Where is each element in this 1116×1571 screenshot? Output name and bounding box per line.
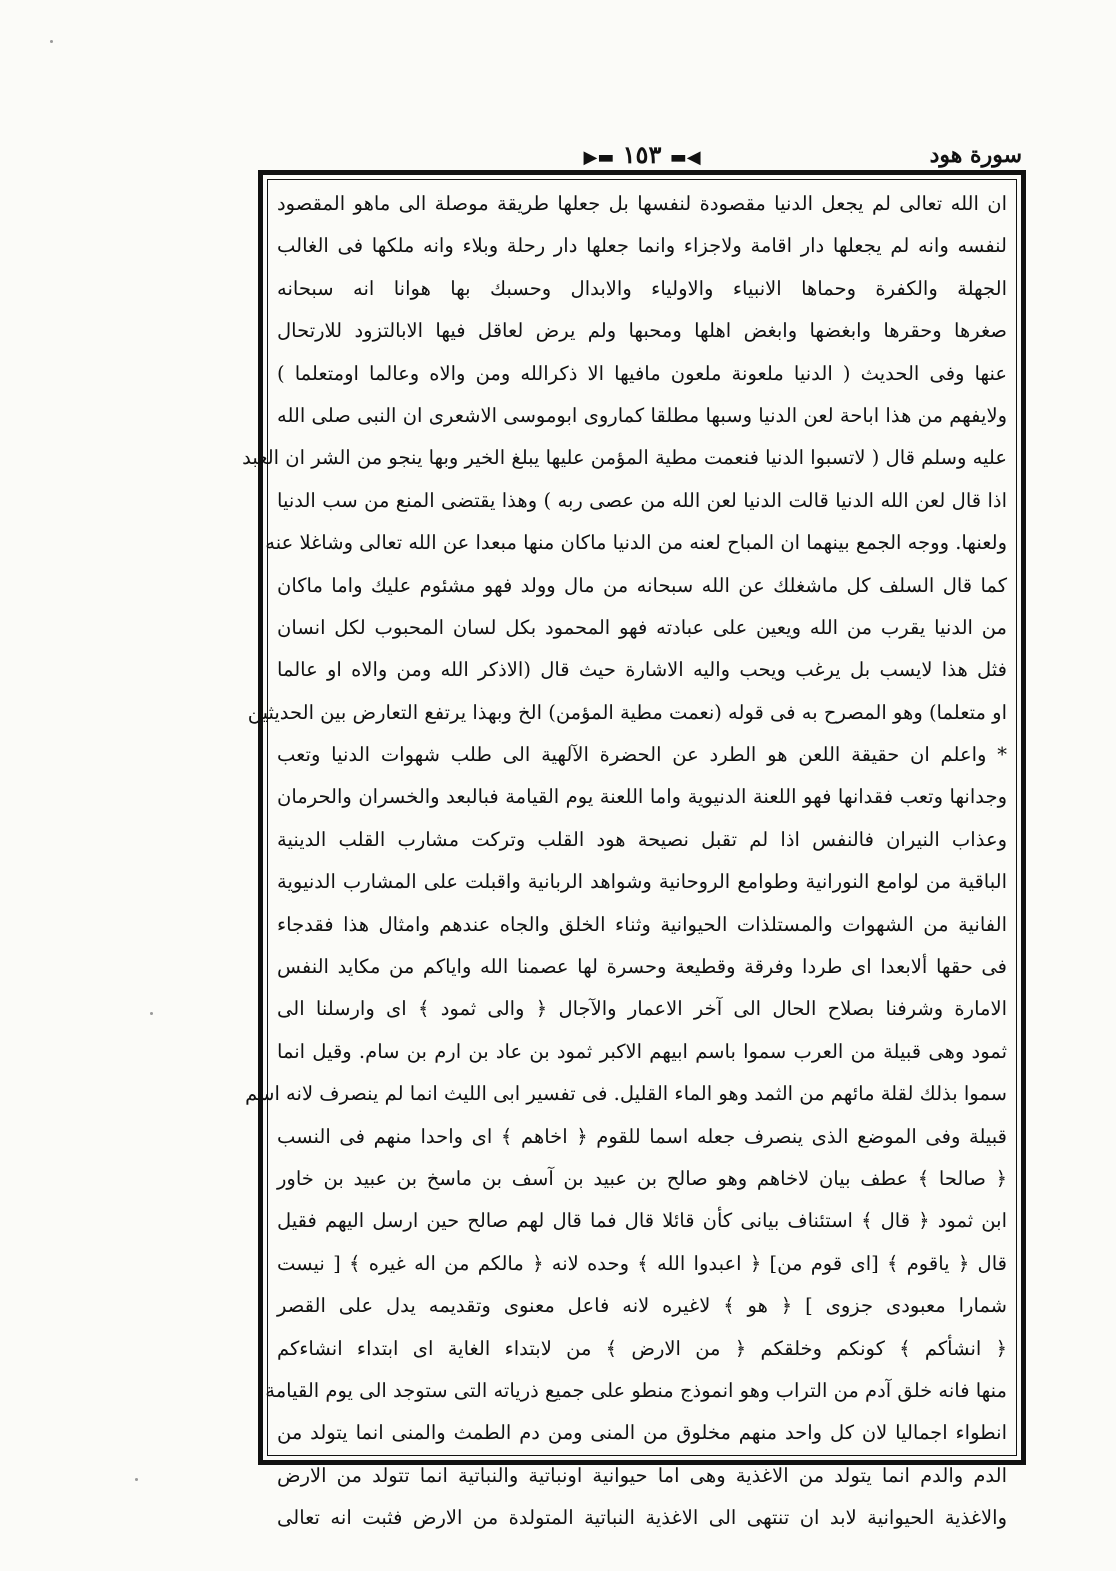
text-line: ولعنها. ووجه الجمع بينهما ان المباح لعنه من الدنيا ماكان منها مبعدا عن الله تعالى وشاغلا عنه: [265, 531, 1007, 555]
page-number-value: ١٥٣: [622, 140, 662, 169]
text-line: عليه وسلم قال ( لاتسبوا الدنيا فنعمت مطية المؤمن عليها يبلغ الخير وبها ينجو من الشر ان العبد: [242, 446, 1007, 470]
text-line: قال ﴿ ياقوم ﴾ [اى قوم من] ﴿ اعبدوا الله ﴾ وحده لانه ﴿ مالكم من اله غيره ﴾ [ نيست: [277, 1251, 1007, 1275]
text-line: ولايفهم من هذا اباحة لعن الدنيا وسبها مطلقا كماروى ابوموسى الاشعرى ان النبى صلى الله: [277, 403, 1007, 427]
text-line: او متعلما) وهو المصرح به فى قوله (نعمت مطية المؤمن) الخ وبهذا يرتفع التعارض بين الحديثين: [247, 700, 1007, 724]
text-line: ان الله تعالى لم يجعل الدنيا مقصودة لنفسها بل جعلها طريقة موصلة الى ماهو المقصود: [277, 192, 1007, 215]
scan-speck: [50, 40, 53, 43]
page-number-ornament-right: ▬▶: [583, 147, 615, 168]
text-line: ﴿ انشأكم ﴾ كونكم وخلقكم ﴿ من الارض ﴾ من لابتداء الغاية اى ابتداء انشاءكم: [277, 1336, 1007, 1360]
text-line: كما قال السلف كل ماشغلك عن الله سبحانه من مال وولد فهو مشئوم عليك واما ماكان: [277, 573, 1007, 597]
text-line: فى حقها ألابعدا اى طردا وفرقة وقطيعة وحسرة لها عصمنا الله واياكم من مكايد النفس: [277, 955, 1007, 979]
text-line: ثمود وهى قبيلة من العرب سموا باسم ابيهم الاكبر ثمود بن عاد بن ارم بن سام. وقيل انما: [277, 1039, 1007, 1063]
text-frame: [242, 170, 1026, 1530]
text-body: [242, 183, 1007, 1530]
scan-speck: [135, 1478, 138, 1481]
text-line: فثل هذا لايسب بل يرغب ويحب واليه الاشارة حيث قال (الاذكر الله ومن والاه او عالما: [277, 658, 1007, 682]
text-line: ﴿ صالحا ﴾ عطف بيان لاخاهم وهو صالح بن عبيد بن آسف بن ماسخ بن عبيد بن خاور: [277, 1166, 1007, 1190]
text-line: انطواء اجماليا لان كل واحد منهم مخلوق من المنى ومن دم الطمث والمنى انما يتولد من: [277, 1421, 1007, 1445]
text-line: لنفسه وانه لم يجعلها دار اقامة ولاجزاء وانما جعلها دار رحلة وبلاء وانه ملكها فى الغالب: [277, 234, 1007, 258]
text-line: الامارة وشرفنا بصلاح الحال الى آخر الاعمار والآجال ﴿ والى ثمود ﴾ اى وارسلنا الى: [277, 997, 1007, 1021]
text-line: الدم والدم انما يتولد من الاغذية وهى اما حيوانية اونباتية والنباتية انما تتولد من الارض: [277, 1463, 1007, 1487]
text-line: صغرها وحقرها وابغضها وابغض اهلها ومحبها ولم يرض لعاقل فيها الابالتزود للارتحال: [277, 319, 1007, 343]
text-line: منها فانه خلق آدم من التراب وهو انموذج منطو على جميع ذرياته التى ستوجد الى يوم القيامة: [265, 1378, 1007, 1402]
text-line: اذا قال لعن الله الدنيا قالت الدنيا لعن الله من عصى ربه ) وهذا يقتضى المنع من سب الدنيا: [277, 488, 1007, 512]
scan-speck: [150, 1012, 153, 1015]
text-line: وعذاب النيران فالنفس اذا لم تقبل نصيحة هود القلب وتركت مشارب القلب الدينية: [277, 827, 1007, 851]
text-line: قبيلة وفى الموضع الذى ينصرف جعله اسما للقوم ﴿ اخاهم ﴾ اى واحدا منهم فى النسب: [277, 1124, 1007, 1148]
text-line: * واعلم ان حقيقة اللعن هو الطرد عن الحضرة الآلهية الى طلب شهوات الدنيا وتعب: [277, 743, 1007, 767]
text-line: شمارا معبودى جزوى ] ﴿ هو ﴾ لاغيره لانه فاعل معنوى وتقديمه يدل على القصر: [277, 1294, 1007, 1318]
text-line: من الدنيا يقرب من الله ويعين على عبادته فهو المحمود بكل لسان المحبوب لكل انسان: [277, 615, 1007, 639]
text-line: وجدانها وتعب فقدانها فهو اللعنة الدنيوية واما اللعنة يوم القيامة فبالبعد والخسران والحرمان: [277, 785, 1007, 809]
text-line: ابن ثمود ﴿ قال ﴾ استئناف بيانى كأن قائلا قال فما قال لهم صالح حين ارسل اليهم فقيل: [277, 1209, 1007, 1233]
text-line: والاغذية الحيوانية لابد ان تنتهى الى الاغذية النباتية المتولدة من الارض فثبت انه تعالى: [277, 1506, 1007, 1530]
page-number-ornament-left: ◀▬: [669, 147, 701, 168]
text-line: عنها وفى الحديث ( الدنيا ملعونة ملعون مافيها الا ذكرالله ومن والاه وعالما اومتعلما ): [277, 361, 1007, 385]
text-line: الجهلة والكفرة وحماها الانبياء والاولياء والابدال وحسبك بها هوانا انه سبحانه: [277, 276, 1007, 300]
text-line: الباقية من لوامع النورانية وطوامع الروحانية وشواهد الربانية واقبلت على المشارب الدنيوية: [277, 870, 1007, 894]
page-number: [262, 140, 1022, 169]
text-line: سموا بذلك لقلة مائهم من الثمد وهو الماء القليل. فى تفسير ابى الليث انما لم ينصرف لانه اسم: [245, 1082, 1007, 1106]
surah-title: سورة هود: [929, 142, 1022, 168]
text-line: الفانية من الشهوات والمستلذات الحيوانية وثناء الخلق والجاه عندهم وامثال هذا فقدجاء: [277, 912, 1007, 936]
